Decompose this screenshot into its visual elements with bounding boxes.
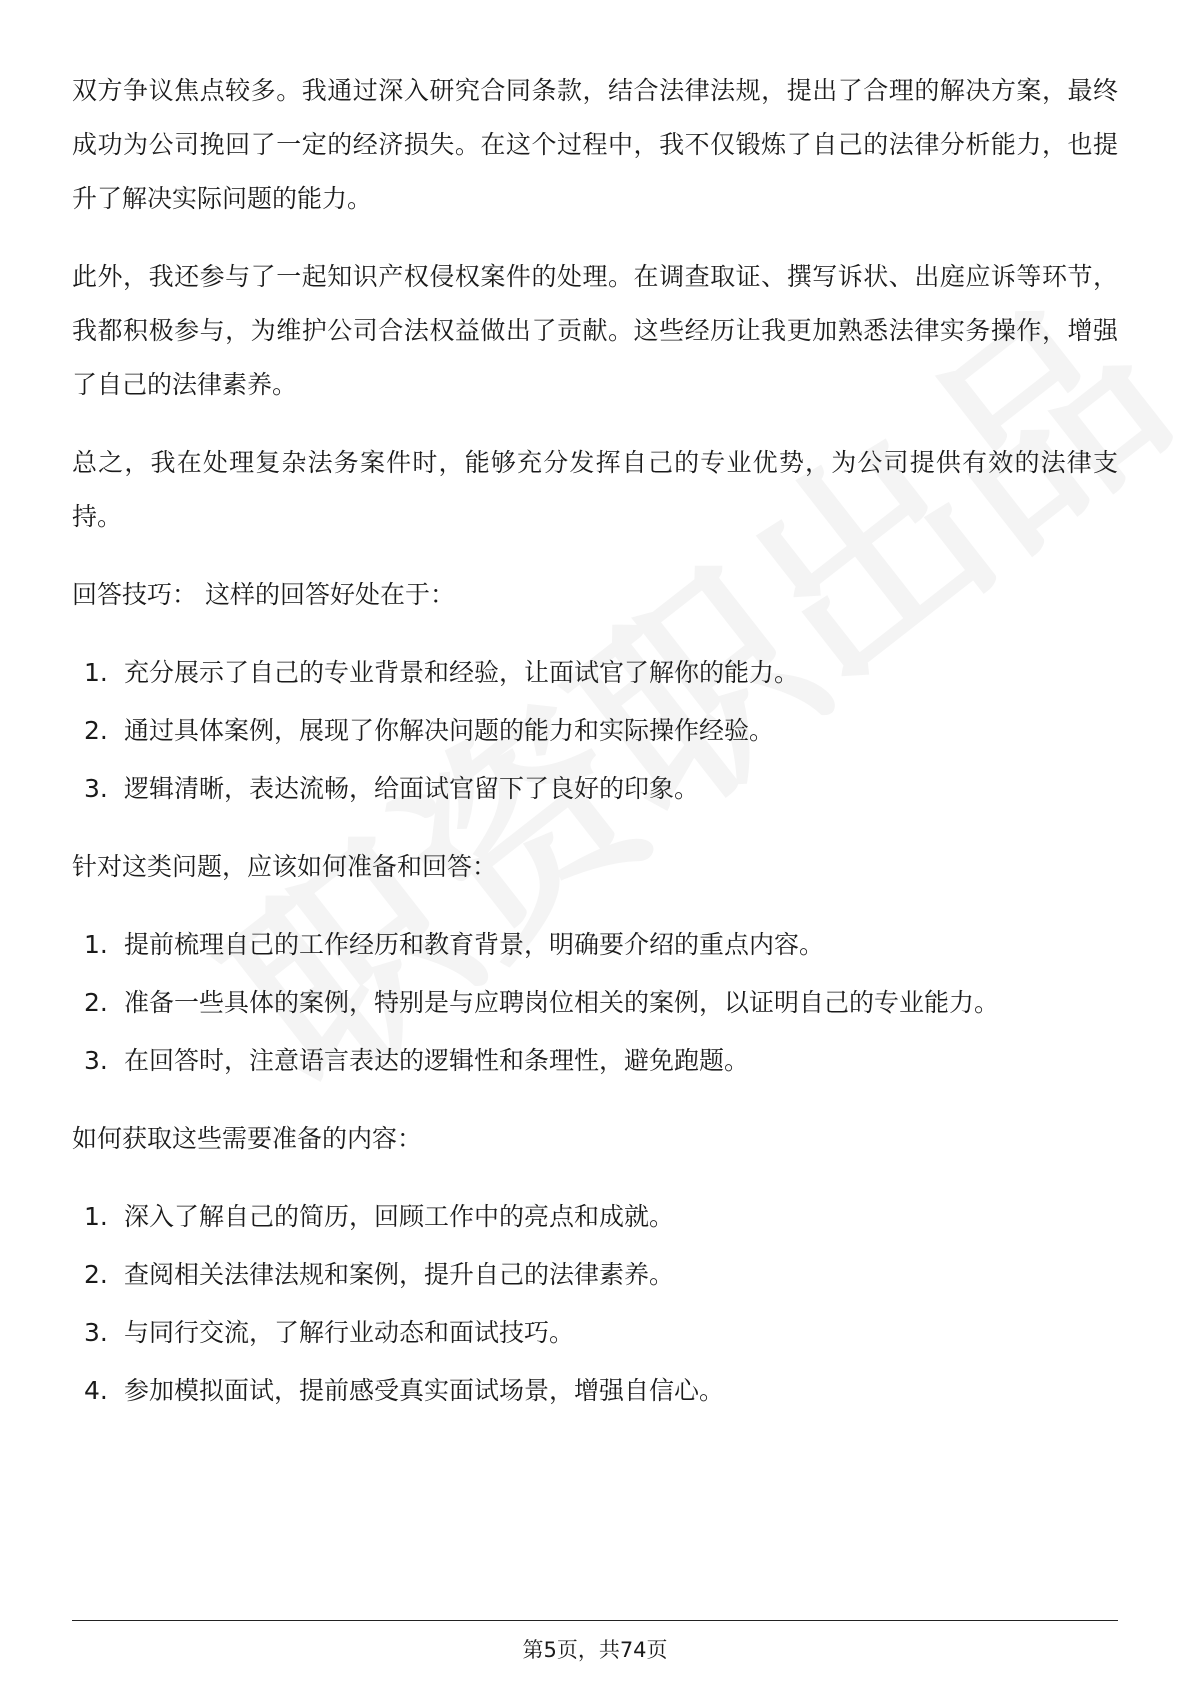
list-number: 2. bbox=[84, 1260, 108, 1289]
list-number: 3. bbox=[84, 774, 108, 803]
tips-heading: 回答技巧： 这样的回答好处在于： bbox=[72, 580, 455, 609]
list-text: 查阅相关法律法规和案例，提升自己的法律素养。 bbox=[124, 1260, 675, 1289]
paragraph-3: 总之，我在处理复杂法务案件时，能够充分发挥自己的专业优势，为公司提供有效的法律支持。 bbox=[72, 448, 1118, 531]
list-number: 2. bbox=[84, 988, 108, 1017]
list-item bbox=[72, 646, 1118, 700]
list-number: 2. bbox=[84, 716, 108, 745]
list-text: 深入了解自己的简历，回顾工作中的亮点和成就。 bbox=[124, 1202, 675, 1231]
list-item bbox=[72, 1364, 1118, 1418]
list-number: 1. bbox=[84, 930, 108, 959]
list-text: 提前梳理自己的工作经历和教育背景，明确要介绍的重点内容。 bbox=[124, 930, 825, 959]
list-number: 1. bbox=[84, 658, 108, 687]
list-text: 与同行交流，了解行业动态和面试技巧。 bbox=[124, 1318, 575, 1347]
list-item bbox=[72, 1306, 1118, 1360]
list-text: 参加模拟面试，提前感受真实面试场景，增强自信心。 bbox=[124, 1376, 725, 1405]
list-text: 准备一些具体的案例，特别是与应聘岗位相关的案例，以证明自己的专业能力。 bbox=[124, 988, 1000, 1017]
list-text: 在回答时，注意语言表达的逻辑性和条理性，避免跑题。 bbox=[124, 1046, 750, 1075]
list-text: 逻辑清晰，表达流畅，给面试官留下了良好的印象。 bbox=[124, 774, 700, 803]
acquire-heading: 如何获取这些需要准备的内容： bbox=[72, 1124, 423, 1153]
list-item bbox=[72, 704, 1118, 758]
list-number: 3. bbox=[84, 1318, 108, 1347]
list-item bbox=[72, 918, 1118, 972]
footer-divider bbox=[72, 1620, 1118, 1621]
list-item bbox=[72, 1034, 1118, 1088]
list-item bbox=[72, 976, 1118, 1030]
paragraph-1: 双方争议焦点较多。我通过深入研究合同条款，结合法律法规，提出了合理的解决方案，最终成功为公司挽回了一定的经济损失。在这个过程中，我不仅锻炼了自己的法律分析能力，也提升了解决实际问题的能力。 bbox=[72, 76, 1118, 213]
list-text: 通过具体案例，展现了你解决问题的能力和实际操作经验。 bbox=[124, 716, 775, 745]
list-number: 3. bbox=[84, 1046, 108, 1075]
list-item bbox=[72, 1190, 1118, 1244]
list-number: 1. bbox=[84, 1202, 108, 1231]
tips-list bbox=[72, 646, 1118, 816]
prepare-list bbox=[72, 918, 1118, 1088]
list-text: 充分展示了自己的专业背景和经验，让面试官了解你的能力。 bbox=[124, 658, 800, 687]
list-item bbox=[72, 1248, 1118, 1302]
list-item bbox=[72, 762, 1118, 816]
list-number: 4. bbox=[84, 1376, 108, 1405]
prepare-heading: 针对这类问题，应该如何准备和回答： bbox=[72, 852, 498, 881]
paragraph-2: 此外，我还参与了一起知识产权侵权案件的处理。在调查取证、撰写诉状、出庭应诉等环节，我都积极参与，为维护公司合法权益做出了贡献。这些经历让我更加熟悉法律实务操作，增强了自己的法律素养。 bbox=[72, 262, 1118, 399]
page-content bbox=[72, 64, 1118, 1442]
acquire-list bbox=[72, 1190, 1118, 1418]
page-number: 第5页，共74页 bbox=[522, 1638, 668, 1662]
